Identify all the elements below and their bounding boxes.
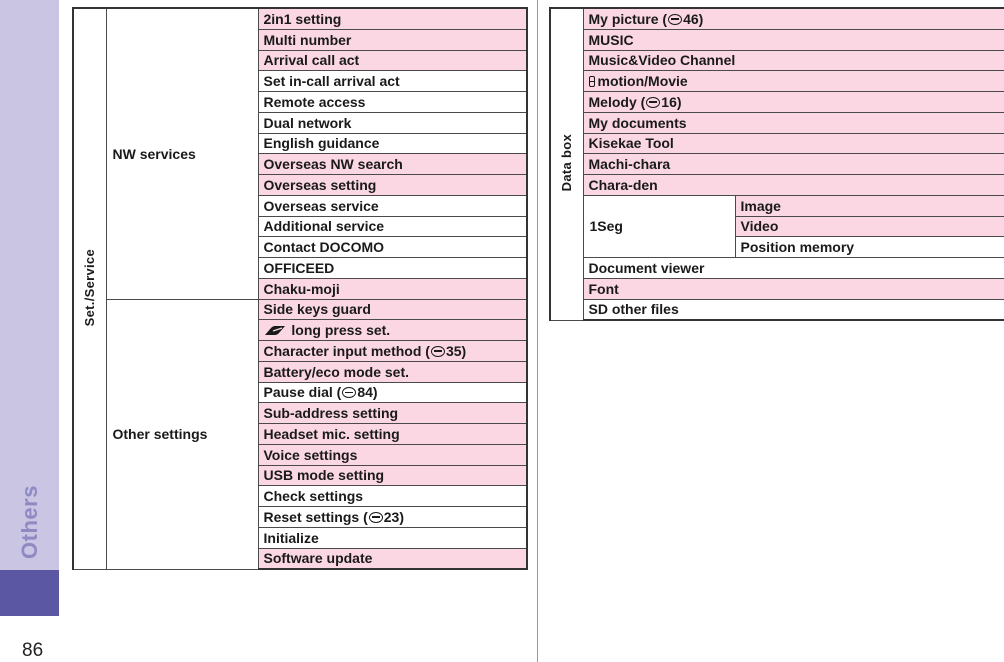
menu-item-additional-service[interactable] [258, 216, 527, 237]
menu-item-label: My documents [588, 114, 687, 131]
table-row [550, 154, 1004, 175]
menu-item-overseas-service[interactable] [258, 195, 527, 216]
menu-item-check-settings[interactable] [258, 486, 527, 507]
pen-key-icon [264, 326, 286, 336]
menu-item-headset-mic-setting[interactable] [258, 424, 527, 445]
menu-item-my-documents[interactable] [583, 112, 1004, 133]
page-reference-number: 35) [445, 342, 467, 359]
page-reference-number: 16) [661, 93, 682, 110]
menu-item-label: Chara-den [588, 176, 658, 193]
menu-item-pause-dial[interactable] [258, 382, 527, 403]
menu-item-side-keys-guard[interactable] [258, 299, 527, 320]
table-row [550, 92, 1004, 113]
table-row [550, 50, 1004, 71]
side-tab-marker [0, 570, 59, 616]
menu-item-set-in-call-arrival-act[interactable] [258, 71, 527, 92]
menu-item-music-video-channel[interactable] [583, 50, 1004, 71]
menu-item-label: Kisekae Tool [588, 135, 674, 152]
table-row [73, 299, 527, 320]
page-reference-number: 46) [683, 10, 704, 27]
menu-item-label: Multi number [263, 31, 352, 48]
menu-item-label: Headset mic. setting [263, 425, 400, 442]
menu-item-label: Arrival call act [263, 52, 360, 69]
table-row [73, 8, 527, 29]
menu-item-font[interactable] [583, 278, 1004, 299]
menu-item-label: USB mode setting [263, 467, 385, 484]
page-reference-number: 84) [357, 384, 378, 401]
menu-item-label: OFFICEED [263, 259, 335, 276]
menu-item-officeed[interactable] [258, 258, 527, 279]
settings-menu-table [72, 7, 528, 570]
menu-item-label: Initialize [263, 529, 319, 546]
menu-item-label: Overseas setting [263, 176, 377, 193]
menu-item-label: Pause dial ( [263, 384, 342, 401]
menu-item-label: Music&Video Channel [588, 52, 736, 69]
menu-item-motion-movie[interactable] [583, 71, 1004, 92]
menu-item-video[interactable] [735, 216, 1004, 237]
menu-item-document-viewer[interactable] [583, 258, 1004, 279]
menu-item-label: Machi-chara [588, 156, 671, 173]
group-label: 1Seg [589, 218, 623, 235]
menu-item-sub-address-setting[interactable] [258, 403, 527, 424]
menu-item-label: Position memory [740, 239, 855, 256]
page-reference-icon [369, 512, 383, 523]
group-other-settings [106, 299, 258, 569]
menu-item-music[interactable] [583, 29, 1004, 50]
menu-item-multi-number[interactable] [258, 29, 527, 50]
menu-item-label: Voice settings [263, 446, 358, 463]
menu-item-label: Video [740, 218, 779, 235]
menu-item-position-memory[interactable] [735, 237, 1004, 258]
page-reference-icon [431, 346, 445, 357]
menu-item-reset-settings[interactable] [258, 507, 527, 528]
menu-item-voice-settings[interactable] [258, 444, 527, 465]
group-label: NW services [112, 145, 196, 162]
menu-item-image[interactable] [735, 195, 1004, 216]
table-row [550, 195, 1004, 216]
menu-item-label: Remote access [263, 93, 366, 110]
category-cell [73, 8, 106, 569]
table-row [550, 29, 1004, 50]
menu-item-label: Battery/eco mode set. [263, 363, 409, 380]
menu-item-label: long press set. [287, 322, 391, 339]
table-row [550, 299, 1004, 320]
data-box-menu-table [549, 7, 1004, 321]
menu-item-label: Overseas service [263, 197, 379, 214]
menu-item-usb-mode-setting[interactable] [258, 465, 527, 486]
page-reference-icon [668, 14, 682, 25]
group-nw-services [106, 8, 258, 299]
menu-item-chara-den[interactable] [583, 175, 1004, 196]
menu-item-label: Chaku-moji [263, 280, 340, 297]
menu-item-label: Reset settings ( [263, 508, 368, 525]
table-row [550, 112, 1004, 133]
menu-item-label: 2in1 setting [263, 10, 342, 27]
menu-item-sd-other-files[interactable] [583, 299, 1004, 320]
menu-item-chaku-moji[interactable] [258, 278, 527, 299]
menu-item-label: Melody ( [588, 93, 646, 110]
menu-item-arrival-call-act[interactable] [258, 50, 527, 71]
menu-item-battery-eco-mode-set[interactable] [258, 361, 527, 382]
menu-item-dual-network[interactable] [258, 112, 527, 133]
group-1seg [583, 195, 735, 257]
menu-item-label: Overseas NW search [263, 156, 403, 173]
category-label: Set./Service [82, 248, 98, 327]
menu-item-melody[interactable] [583, 92, 1004, 113]
menu-item-label: Additional service [263, 218, 385, 235]
menu-item-label: Software update [263, 550, 373, 567]
menu-item-overseas-setting[interactable] [258, 175, 527, 196]
menu-item-contact-docomo[interactable] [258, 237, 527, 258]
menu-item-2in1-setting[interactable] [258, 8, 527, 29]
menu-item-label: Document viewer [588, 259, 705, 276]
page-number: 86 [22, 640, 44, 661]
column-divider [537, 0, 538, 662]
category-label: Data box [559, 134, 575, 192]
table-row [550, 8, 1004, 29]
page-reference-icon [342, 387, 356, 398]
menu-item-remote-access[interactable] [258, 92, 527, 113]
menu-item-software-update[interactable] [258, 548, 527, 569]
table-row [550, 133, 1004, 154]
page-reference-number: 23) [383, 508, 404, 525]
menu-item-overseas-nw-search[interactable] [258, 154, 527, 175]
page-reference-icon [646, 97, 660, 108]
menu-item-my-picture[interactable] [583, 8, 1004, 29]
menu-item-label: motion/Movie [597, 73, 688, 90]
menu-item-machi-chara[interactable] [583, 154, 1004, 175]
menu-item-label: Contact DOCOMO [263, 239, 385, 256]
table-row [550, 175, 1004, 196]
table-row [550, 71, 1004, 92]
menu-item-character-input-method[interactable] [258, 341, 527, 362]
menu-item-kisekae-tool[interactable] [583, 133, 1004, 154]
menu-item-label: My picture ( [588, 10, 668, 27]
mobile-icon [589, 76, 595, 87]
menu-item-label: Sub-address setting [263, 405, 399, 422]
menu-item-label: MUSIC [588, 31, 634, 48]
group-label: Other settings [112, 426, 208, 443]
menu-item-label: Font [588, 280, 619, 297]
menu-item-label: SD other files [588, 301, 679, 318]
menu-item-label: Set in-call arrival act [263, 73, 400, 90]
menu-item-label: Dual network [263, 114, 352, 131]
category-cell [550, 8, 583, 320]
menu-item-english-guidance[interactable] [258, 133, 527, 154]
menu-item-label: Check settings [263, 488, 364, 505]
menu-item-label: English guidance [263, 135, 380, 152]
menu-item-label: Character input method ( [263, 342, 430, 359]
menu-item-long-press-set[interactable] [258, 320, 527, 341]
table-row [550, 258, 1004, 279]
menu-item-label: Side keys guard [263, 301, 371, 318]
side-tab-label: Others [17, 485, 43, 559]
table-row [550, 278, 1004, 299]
menu-item-initialize[interactable] [258, 527, 527, 548]
menu-item-label: Image [740, 197, 781, 214]
